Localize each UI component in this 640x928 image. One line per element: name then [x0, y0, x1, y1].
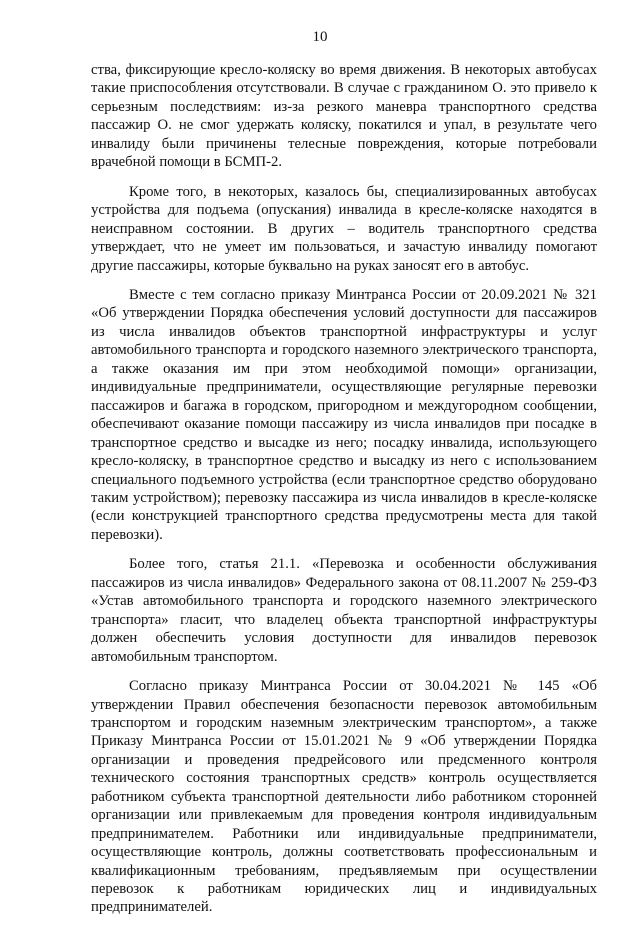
paragraph-3: Вместе с тем согласно приказу Минтранса России от 20.09.2021 № 321 «Об утверждении Порядка обеспечения условий доступности для пассажиров из числа инвалидов объектов транспортной инфраструктуры и услуг автомобильного транспорта и городского наземного электрического транспорта, а также оказания им при этом необходимой помощи» организации, индивидуальные предприниматели, осуществляющие регулярные перевозки пассажиров и багажа в городском, пригородном и междугородном сообщении, обеспечивают оказание помощи пассажиру из числа инвалидов при посадке в транспортное средство и высадке из него; посадку инвалида, использующего кресло-коляску, в транспортное средство и высадку из него с использованием специального подъемного устройства (если транспортное средство оборудовано таким устройством); перевозку пассажира из числа инвалидов в кресле-коляске (если конструкцией транспортного средства предусмотрены места для такой перевозки).: [91, 286, 597, 543]
paragraph-4: Более того, статья 21.1. «Перевозка и особенности обслуживания пассажиров из числа инвалидов» Федерального закона от 08.11.2007 № 259-ФЗ «Устав автомобильного транспорта и городского наземного электрического транспорта» гласит, что владелец объекта транспортной инфраструктуры должен обеспечить условия доступности для инвалидов перевозок автомобильным транспортом.: [91, 556, 597, 665]
paragraph-1: ства, фиксирующие кресло-коляску во время движения. В некоторых автобусах такие приспособления отсутствовали. В случае с гражданином О. это привело к серьезным последствиям: из-за резкого маневра транспортного средства пассажир О. не смог удержать коляску, покатился и упал, в результате чего инвалиду были причинены телесные повреждения, которые потребовали врачебной помощи в БСМП-2.: [91, 62, 597, 171]
document-body: [91, 61, 597, 928]
paragraph-5: Согласно приказу Минтранса России от 30.04.2021 № 145 «Об утверждении Правил обеспечения безопасности перевозок автомобильным транспортом и городским наземным электрическим транспортом», а также Приказу Минтранса России от 15.01.2021 № 9 «Об утверждении Порядка организации и проведения предрейсового или предсменного контроля технического состояния транспортных средств» контроль осуществляется работником субъекта транспортной деятельности либо работником сторонней организации или привлекаемым для проведения контроля индивидуальным предпринимателем. Работники или индивидуальные предприниматели, осуществляющие контроль, должны соответствовать профессиональным и квалификационным требованиям, предъявляемым при осуществлении перевозок к работникам юридических лиц и индивидуальных предпринимателей.: [91, 678, 597, 916]
page-number: 10: [312, 29, 328, 45]
paragraph-2: Кроме того, в некоторых, казалось бы, специализированных автобусах устройства для подъема (опускания) инвалида в кресле-коляске находятся в неисправном состоянии. В других – водитель транспортного средства утверждает, что не умеет им пользоваться, и зачастую инвалиду помогают другие пассажиры, которые буквально на руках заносят его в автобус.: [91, 183, 597, 274]
